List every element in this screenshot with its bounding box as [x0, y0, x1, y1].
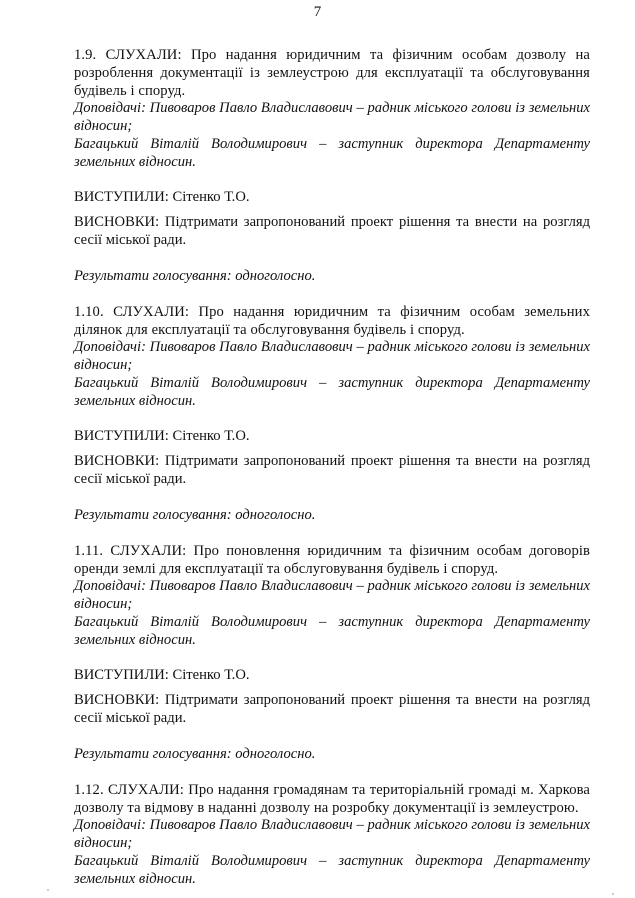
scan-speck — [612, 893, 614, 895]
agenda-item-1-10 — [74, 304, 590, 543]
spoke-paragraph: ВИСТУПИЛИ: Сітенко Т.О. — [74, 188, 250, 205]
vote-result: Результати голосування: одноголосно. — [74, 506, 316, 523]
reporters-paragraph: Доповідачі: Пивоваров Павло Владиславович – радник міського голови із земельних відносин; — [74, 817, 590, 852]
reporters-paragraph: Доповідачі: Пивоваров Павло Владиславович – радник міського голови із земельних відносин; — [74, 578, 590, 613]
agenda-item-1-9 — [74, 47, 590, 304]
spoke-paragraph: ВИСТУПИЛИ: Сітенко Т.О. — [74, 666, 250, 683]
reporters-paragraph: Багацький Віталій Володимирович – заступник директора Департаменту земельних відносин. — [74, 852, 590, 887]
page-number: 7 — [313, 4, 322, 20]
vote-result: Результати голосування: одноголосно. — [74, 267, 316, 284]
conclusions-paragraph: ВИСНОВКИ: Підтримати запропонований проект рішення та внести на розгляд сесії міської ради. — [74, 453, 590, 488]
agenda-item-1-12 — [74, 782, 590, 889]
reporters-paragraph: Багацький Віталій Володимирович – заступник директора Департаменту земельних відносин. — [74, 135, 590, 170]
heard-paragraph: 1.12. СЛУХАЛИ: Про надання громадянам та територіальній громаді м. Харкова дозволу та відмову в наданні дозволу на розробку документації із землеустрою. — [74, 781, 590, 816]
scan-speck — [47, 889, 49, 891]
reporters-paragraph: Доповідачі: Пивоваров Павло Владиславович – радник міського голови із земельних відносин; — [74, 100, 590, 135]
reporters-paragraph: Багацький Віталій Володимирович – заступник директора Департаменту земельних відносин. — [74, 613, 590, 648]
spoke-paragraph: ВИСТУПИЛИ: Сітенко Т.О. — [74, 427, 250, 444]
reporters-paragraph: Доповідачі: Пивоваров Павло Владиславович – радник міського голови із земельних відносин; — [74, 339, 590, 374]
conclusions-paragraph: ВИСНОВКИ: Підтримати запропонований проект рішення та внести на розгляд сесії міської ради. — [74, 214, 590, 249]
document-body — [74, 47, 590, 888]
heard-paragraph: 1.11. СЛУХАЛИ: Про поновлення юридичним та фізичним особам договорів оренди землі для експлуатації та обслуговування будівель і споруд. — [74, 542, 590, 577]
agenda-item-1-11 — [74, 543, 590, 782]
heard-paragraph: 1.9. СЛУХАЛИ: Про надання юридичним та фізичним особам дозволу на розроблення документації із землеустрою для експлуатації та обслуговування будівель і споруд. — [74, 47, 590, 99]
conclusions-paragraph: ВИСНОВКИ: Підтримати запропонований проект рішення та внести на розгляд сесії міської ради. — [74, 692, 590, 727]
reporters-paragraph: Багацький Віталій Володимирович – заступник директора Департаменту земельних відносин. — [74, 374, 590, 409]
heard-paragraph: 1.10. СЛУХАЛИ: Про надання юридичним та фізичним особам земельних ділянок для експлуатації та обслуговування будівель і споруд. — [74, 303, 590, 338]
vote-result: Результати голосування: одноголосно. — [74, 745, 316, 762]
